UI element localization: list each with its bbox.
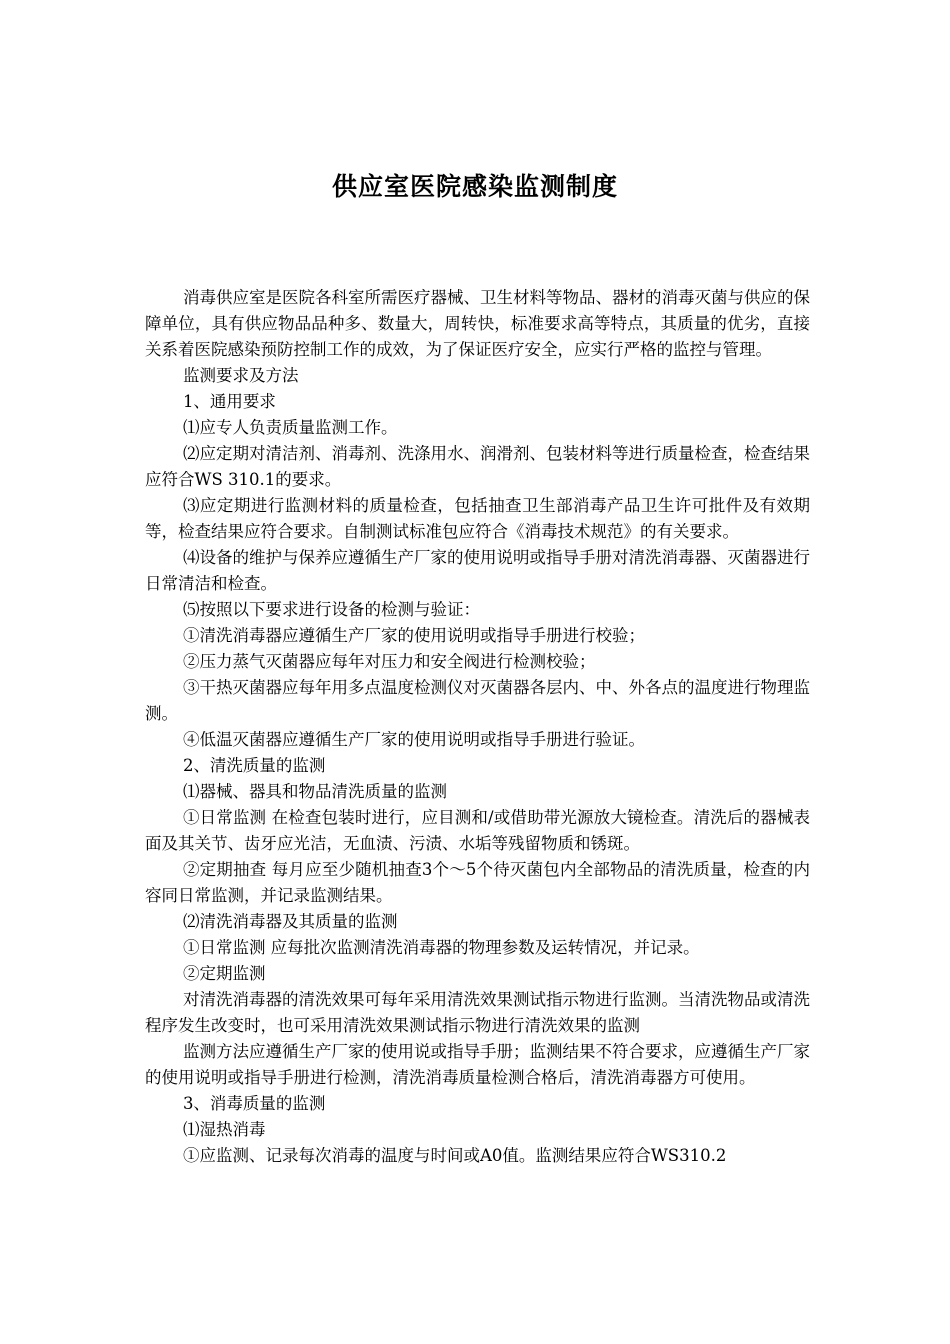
paragraph: ①日常监测 在检查包装时进行，应目测和/或借助带光源放大镜检查。清洗后的器械表面及其关节、齿牙应光洁，无血渍、污渍、水垢等残留物质和锈斑。 (145, 808, 810, 853)
paragraph: 1、通用要求 (182, 392, 276, 411)
paragraph: ⑵应定期对清洁剂、消毒剂、洗涤用水、润滑剂、包装材料等进行质量检查，检查结果应符合WS 310.1的要求。 (145, 444, 810, 489)
paragraph: ⑷设备的维护与保养应遵循生产厂家的使用说明或指导手册对清洗消毒器、灭菌器进行日常清洁和检查。 (145, 548, 810, 593)
paragraph: 对清洗消毒器的清洗效果可每年采用清洗效果测试指示物进行监测。当清洗物品或清洗程序发生改变时，也可采用清洗效果测试指示物进行清洗效果的监测 (145, 990, 810, 1035)
document-title: 供应室医院感染监测制度 (331, 171, 618, 201)
paragraph: ②定期抽查 每月应至少随机抽查3个～5个待灭菌包内全部物品的清洗质量，检查的内容同日常监测，并记录监测结果。 (145, 860, 810, 905)
paragraph: ⑴湿热消毒 (182, 1120, 266, 1139)
paragraph: ⑴器械、器具和物品清洗质量的监测 (182, 782, 447, 801)
paragraph: ⑶应定期进行监测材料的质量检查，包括抽查卫生部消毒产品卫生许可批件及有效期等，检查结果应符合要求。自制测试标准包应符合《消毒技术规范》的有关要求。 (145, 496, 810, 541)
paragraph: 3、消毒质量的监测 (182, 1094, 326, 1113)
document-body (145, 285, 810, 1169)
paragraph: 2、清洗质量的监测 (182, 756, 326, 775)
paragraph: ⑵清洗消毒器及其质量的监测 (182, 912, 398, 931)
paragraph: ②定期监测 (182, 964, 266, 983)
paragraph: ②压力蒸气灭菌器应每年对压力和安全阀进行检测校验； (182, 652, 596, 671)
paragraph: ④低温灭菌器应遵循生产厂家的使用说明或指导手册进行验证。 (182, 730, 645, 749)
paragraph: ③干热灭菌器应每年用多点温度检测仪对灭菌器各层内、中、外各点的温度进行物理监测。 (145, 678, 810, 723)
paragraph: ⑴应专人负责质量监测工作。 (182, 418, 398, 437)
paragraph: 消毒供应室是医院各科室所需医疗器械、卫生材料等物品、器材的消毒灭菌与供应的保障单位，具有供应物品品种多、数量大，周转快，标准要求高等特点，其质量的优劣，直接关系着医院感染预防控制工作的成效，为了保证医疗安全，应实行严格的监控与管理。 (145, 288, 810, 359)
paragraph: 监测要求及方法 (182, 366, 299, 385)
paragraph: ①日常监测 应每批次监测清洗消毒器的物理参数及运转情况，并记录。 (182, 938, 700, 957)
paragraph: 监测方法应遵循生产厂家的使用说或指导手册；监测结果不符合要求，应遵循生产厂家的使用说明或指导手册进行检测，清洗消毒质量检测合格后，清洗消毒器方可使用。 (145, 1042, 810, 1087)
paragraph: ①清洗消毒器应遵循生产厂家的使用说明或指导手册进行校验； (182, 626, 645, 645)
paragraph: ①应监测、记录每次消毒的温度与时间或A0值。监测结果应符合WS310.2 (182, 1146, 727, 1165)
paragraph: ⑸按照以下要求进行设备的检测与验证： (182, 600, 480, 619)
